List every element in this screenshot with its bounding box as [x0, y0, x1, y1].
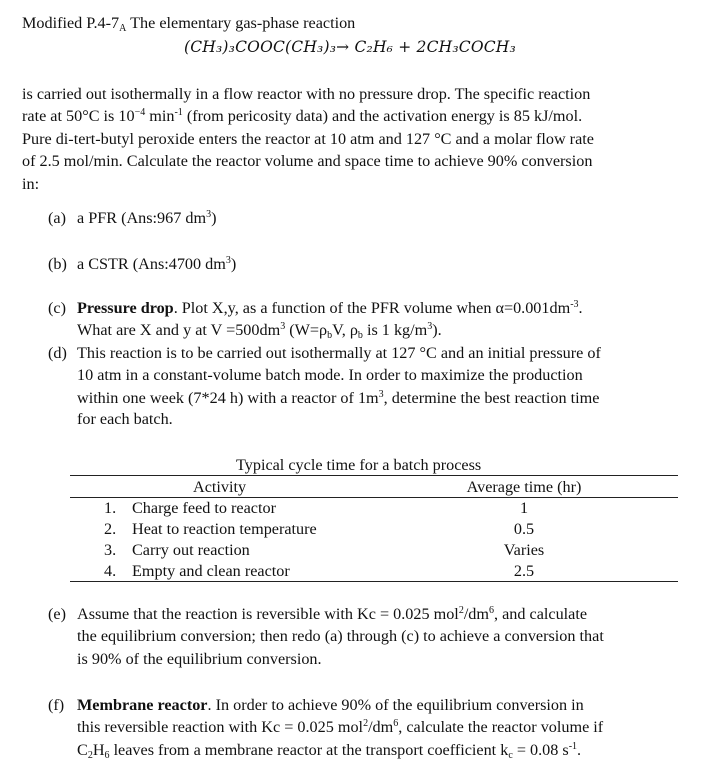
part-e-line3: is 90% of the equilibrium conversion. — [77, 650, 322, 668]
part-label: (a) — [48, 209, 66, 227]
part-text: a CSTR (Ans:4700 dm — [77, 255, 226, 273]
part-label: (e) — [48, 605, 66, 623]
subscript: 6 — [104, 750, 110, 761]
reaction-arrow: → — [336, 38, 350, 56]
part-a — [48, 207, 216, 229]
part-text: . — [578, 299, 583, 317]
statement-line: is carried out isothermally in a flow reactor with no pressure drop. The specific reaction — [22, 85, 591, 103]
table-top-rule — [70, 475, 678, 476]
table-cell-time: 1 — [519, 499, 529, 517]
product-ethane: C₂H₆ — [354, 38, 394, 56]
part-text: is 1 kg/m — [362, 321, 428, 339]
part-e-line2: the equilibrium conversion; then redo (a) through (c) to achieve a conversion that — [77, 627, 604, 645]
column-header-activity: Activity — [193, 478, 247, 496]
part-f-line2 — [77, 716, 603, 738]
subscript: b — [327, 330, 333, 341]
part-text: ) — [211, 209, 217, 227]
part-text: = 0.08 s — [512, 741, 569, 759]
table-caption: Typical cycle time for a batch process — [236, 456, 482, 474]
part-text: , determine the best reaction time — [383, 389, 600, 407]
part-f-line3 — [77, 739, 581, 761]
part-label: (f) — [48, 696, 65, 714]
part-text: /dm — [463, 605, 489, 623]
table-bottom-rule — [70, 581, 678, 582]
part-d — [48, 342, 601, 364]
part-text: What are X and y at V =500dm — [77, 321, 281, 339]
column-header-time: Average time (hr) — [466, 478, 582, 496]
part-d-line3 — [77, 387, 599, 409]
product-acetone: 2CH₃COCH₃ — [416, 38, 516, 56]
plus-sign: + — [393, 38, 417, 56]
table-cell-time: Varies — [503, 541, 545, 559]
exponent: 2 — [458, 605, 464, 616]
table-row-number: 2. — [104, 520, 117, 538]
part-e — [48, 603, 587, 625]
part-text: This reaction is to be carried out isothermally at 127 °C and an initial pressure of — [77, 344, 601, 362]
part-f — [48, 694, 584, 716]
part-text: within one week (7*24 h) with a reactor of 1m — [77, 389, 379, 407]
subscript: b — [357, 330, 363, 341]
exponent: −4 — [134, 107, 146, 119]
table-cell-time: 0.5 — [513, 520, 535, 538]
part-b — [48, 253, 236, 275]
statement-line: Pure di-tert-butyl peroxide enters the reactor at 10 atm and 127 °C and a molar flow rate — [22, 129, 594, 148]
part-text: . Plot X,y, as a function of the PFR volume when α=0.001dm — [173, 299, 571, 317]
table-cell-activity: Charge feed to reactor — [132, 499, 276, 517]
reaction-equation — [184, 36, 516, 58]
part-text: Assume that the reaction is reversible with Kc = 0.025 mol — [77, 605, 459, 623]
problem-subscript: A — [119, 23, 127, 34]
statement-line: in: — [22, 174, 40, 193]
table-cell-activity: Empty and clean reactor — [132, 562, 290, 580]
part-text: . In order to achieve 90% of the equilibrium conversion in — [207, 696, 584, 714]
part-heading: Membrane reactor — [77, 696, 208, 714]
statement-line — [22, 105, 662, 127]
table-cell-activity: Heat to reaction temperature — [132, 520, 317, 538]
exponent: 2 — [363, 718, 369, 729]
problem-title — [22, 12, 355, 34]
part-d-line2: 10 atm in a constant-volume batch mode. In order to maximize the production — [77, 366, 583, 384]
part-text: , and calculate — [494, 605, 588, 623]
part-label: (c) — [48, 299, 66, 317]
part-text: H — [92, 741, 105, 759]
part-label: (d) — [48, 344, 67, 362]
table-cell-activity: Carry out reaction — [132, 541, 250, 559]
exponent: 6 — [393, 718, 399, 729]
part-text: a PFR (Ans:967 dm — [77, 209, 207, 227]
exponent: 6 — [489, 605, 494, 616]
part-text: ). — [432, 321, 442, 339]
part-text: . — [577, 741, 582, 759]
part-text: /dm — [368, 718, 394, 736]
exponent: -1 — [174, 107, 183, 119]
statement-line: of 2.5 mol/min. Calculate the reactor volume and space time to achieve 90% conversion — [22, 152, 593, 171]
exponent: 3 — [206, 209, 212, 220]
table-row-number: 1. — [104, 499, 117, 517]
table-row-number: 4. — [104, 562, 117, 580]
part-text: , calculate the reactor volume if — [398, 718, 604, 736]
subscript: 2 — [87, 750, 93, 761]
part-text: this reversible reaction with Kc = 0.025 mol — [77, 718, 364, 736]
table-cell-time: 2.5 — [513, 562, 535, 580]
reactant: (CH₃)₃COOC(CH₃)₃ — [184, 38, 337, 56]
part-label: (b) — [48, 255, 67, 273]
exponent: 3 — [427, 321, 433, 332]
part-c-line2 — [77, 319, 442, 341]
unit-text: min — [145, 107, 175, 126]
part-text: ) — [230, 255, 237, 273]
exponent: 3 — [378, 389, 384, 400]
subscript: c — [508, 750, 513, 761]
problem-number: Modified P.4-7 — [22, 14, 120, 32]
part-text: C — [77, 741, 88, 759]
rate-text: rate at 50°C is 10 — [22, 107, 135, 126]
statement-text: (from pericosity data) and the activation energy is 85 kJ/mol. — [182, 107, 583, 126]
part-c — [48, 297, 583, 319]
part-d-line4: for each batch. — [77, 410, 173, 428]
problem-statement — [22, 83, 662, 195]
exponent: 3 — [225, 255, 231, 266]
part-text: leaves from a membrane reactor at the transport coefficient k — [109, 741, 509, 759]
exponent: 3 — [280, 321, 286, 332]
part-heading: Pressure drop — [77, 299, 174, 317]
problem-title-text: The elementary gas-phase reaction — [126, 14, 356, 32]
table-row-number: 3. — [104, 541, 117, 559]
exponent: -3 — [570, 299, 579, 310]
exponent: -1 — [568, 741, 578, 752]
part-text: V, ρ — [332, 321, 358, 339]
part-text: (W=ρ — [285, 321, 328, 339]
